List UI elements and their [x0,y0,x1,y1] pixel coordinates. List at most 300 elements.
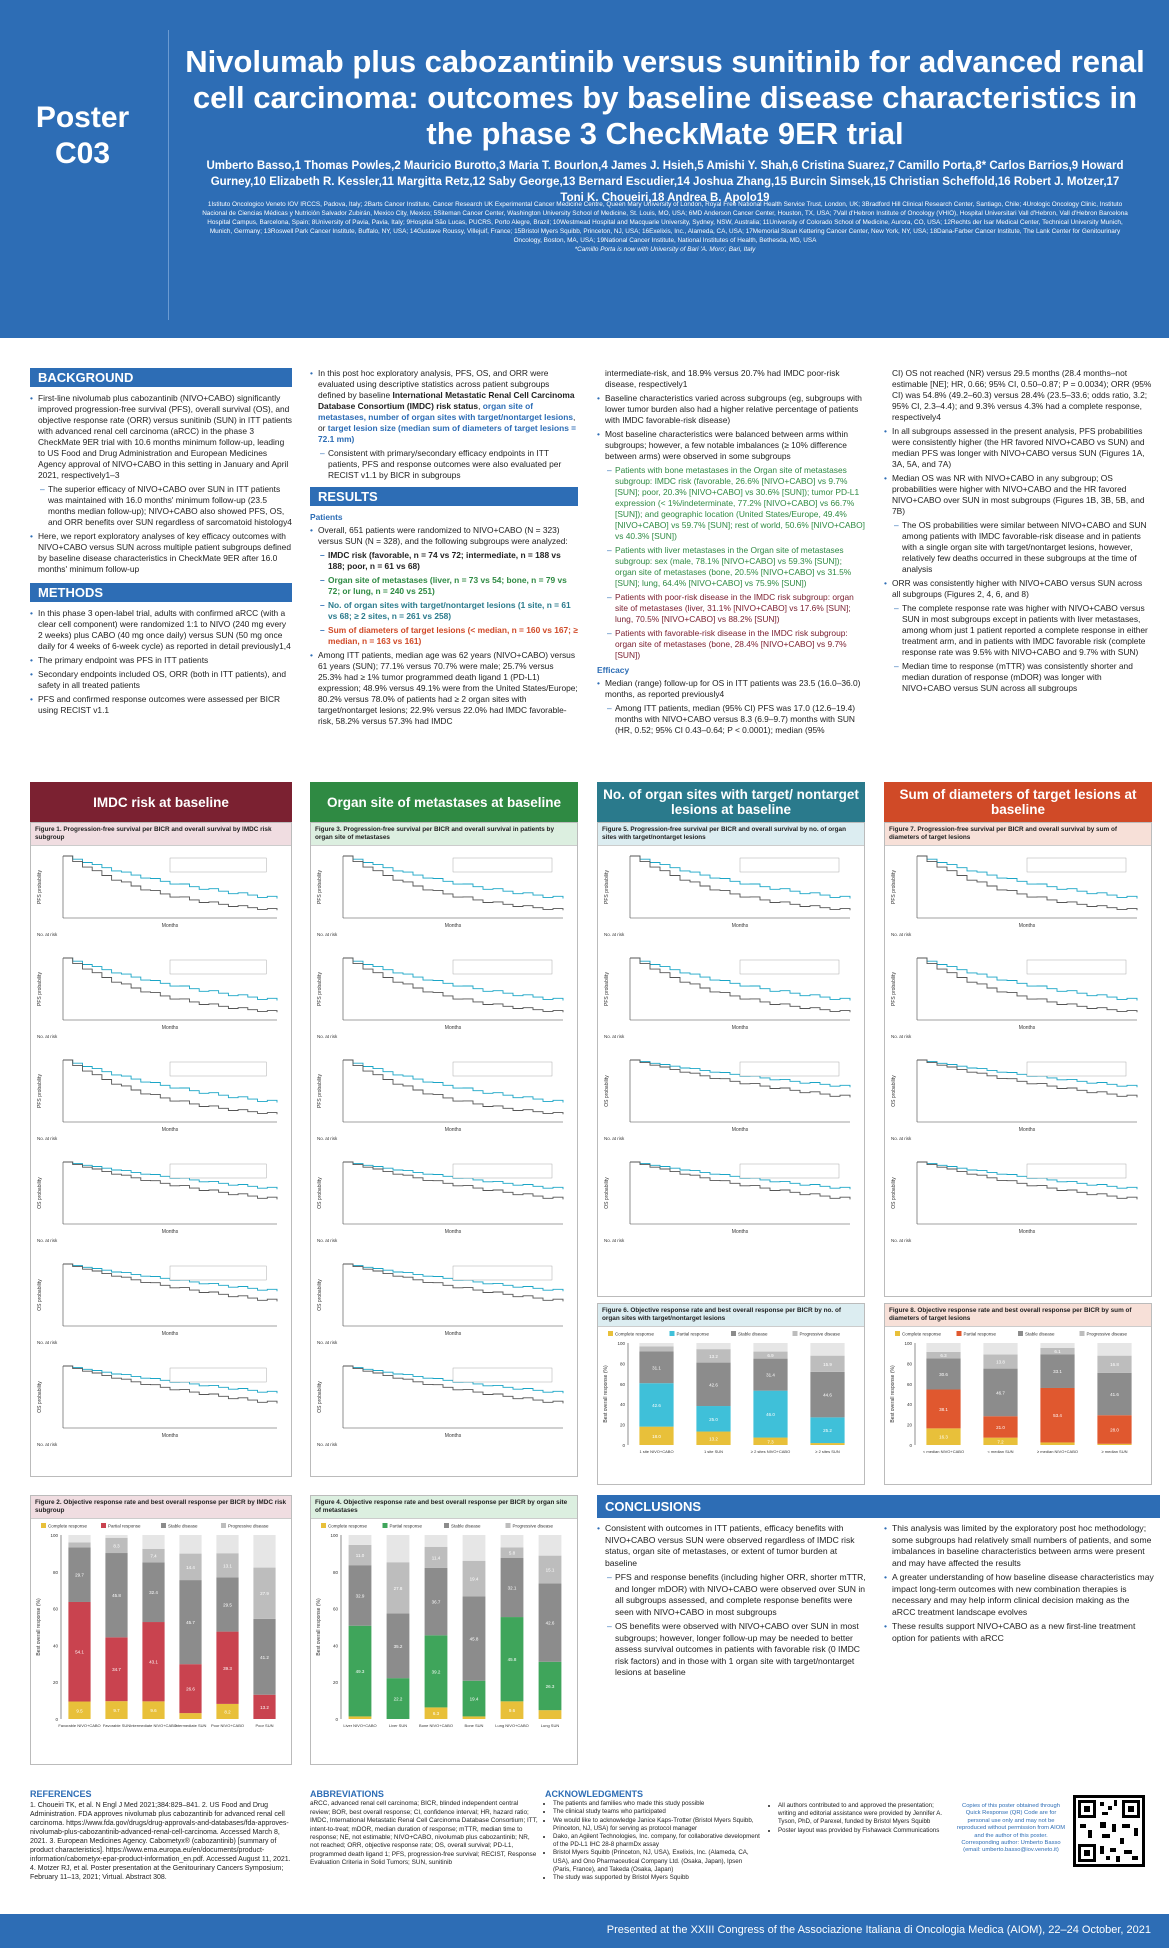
background-item: • Here, we report exploratory analyses of key efficacy outcomes with NIVO+CABO versus SUN across multiple patient subgroups defined by baseline disease characteristics in CheckMate 9ER after 16.0 months' minimum follow-up [30,531,292,575]
background-subitem: – The superior efficacy of NIVO+CABO over SUN in ITT patients was maintained with 16.0 months' minimum follow-up (23.5 months median follow-up); NIVO+CABO also showed PFS, OS, and ORR benefits over SUN regardless of sarcomatoid histology4 [40,484,292,528]
highlight-size: target lesion size (median sum of diameters of target lesions = 72.1 mm) [318,423,577,444]
y-tick-label: 60 [619,1381,625,1387]
bar-value-label: 35.2 [393,1643,403,1649]
y-tick-label: 0 [909,1443,912,1448]
legend-label: Partial response [108,1523,141,1529]
at-risk-label: No. at risk [317,932,338,937]
background-heading: BACKGROUND [30,368,292,387]
conclusions-heading: CONCLUSIONS [597,1495,1160,1518]
y-tick-label: 60 [906,1381,912,1387]
y-tick-label: 20 [906,1422,912,1428]
y-axis-label: PFS probability [317,870,323,904]
qr-code-icon[interactable] [1073,1795,1145,1867]
bar-segment-unable [810,1343,844,1356]
bar-value-label: 41.2 [260,1654,269,1660]
hr-box [453,1368,552,1382]
panel-sites [597,822,865,1297]
bar-value-label: 9.7 [113,1708,120,1714]
at-risk-label: No. at risk [317,1442,338,1447]
poster-id-label [10,100,155,172]
km-stack [885,848,1151,1254]
bar-value-label: 13.8 [996,1359,1005,1365]
y-tick-label: 100 [617,1341,625,1346]
conclusion-item: • Consistent with outcomes in ITT patients, efficacy benefits with NIVO+CABO versus SUN were observed regardless of IMDC risk status, organ site of metastases, or extent of tumor burden at baseline [597,1523,867,1569]
legend-swatch [506,1523,511,1528]
text-fragment: , [478,401,483,411]
km-plot [35,1358,287,1458]
poster-header [0,0,1169,338]
at-risk-label: No. at risk [604,1034,625,1039]
category-label: Bone NIVO+CABO [419,1723,453,1728]
x-axis-label: Months [731,1025,749,1031]
qr-note: Copies of this poster obtained through Quick Response (QR) Code are for personal use only and may not be reproduced without permission from AIOM and the author of this poster. Corresponding author: Umberto Basso (email: umberto.basso@iov.veneto.it) [956,1803,1066,1854]
bar-segment [463,1716,486,1719]
bar-segment-unable [216,1535,238,1553]
y-axis-label: PFS probability [891,972,897,1006]
x-axis-label: Months [444,1229,462,1235]
km-plot [889,950,1147,1050]
y-axis-label: PFS probability [604,870,610,904]
methods-list [30,608,292,716]
column-1 [30,368,292,719]
category-label: Liver NIVO+CABO [343,1723,377,1728]
poster-label-line-2: C03 [54,137,111,170]
ack-item: • Poster layout was provided by Fishawack Communications [778,1827,950,1835]
bar-value-label: 46.0 [766,1412,775,1418]
figure-8-chart [885,1327,1151,1485]
km-stack [311,848,577,1458]
y-tick-label: 100 [904,1341,912,1346]
acknowledgments-continued [770,1802,950,1835]
bar-value-label: 54.1 [75,1649,84,1655]
bar-segment [539,1710,562,1719]
bar-value-label: 42.6 [652,1402,661,1408]
category-label: 1 site SUN [703,1449,724,1454]
panel-header-sites: No. of organ sites with target/ nontarget lesions at baseline [597,782,865,822]
col2-list [310,368,578,481]
author-list: Umberto Basso,1 Thomas Powles,2 Mauricio Burotto,3 Maria T. Bourlon,4 James J. Hsieh,5 Amishi Y. Shah,6 Cristina Suarez,7 Camillo Porta,8* Carlos Barrios,9 Howard Gurney,10 Elizabeth R. Kessler,11 Margitta Retz,12 Saby George,13 Bernard Escudier,14 Joshua Zhang,15 Burcin Simsek,15 Christian Scheffold,16 Robert J. Motzer,17 Toni K. Choueiri,18 Andrea B. Apolo19 [206,160,1124,204]
legend-label: Complete response [328,1523,368,1529]
legend-label: Stable disease [1025,1331,1055,1337]
conclusions-list-left [597,1523,867,1679]
y-axis-label: Best overall response (%) [316,1598,322,1656]
patients-subheading: Patients [310,512,343,522]
y-axis-label: OS probability [317,1279,323,1311]
legend-label: Stable disease [168,1523,198,1529]
bar-value-label: 25.0 [709,1416,718,1422]
acknowledgments-list-2 [770,1802,950,1835]
y-axis-label: PFS probability [604,972,610,1006]
results-continued: intermediate-risk, and 18.9% versus 20.7% had IMDC poor-risk disease, respectively1 [605,368,840,389]
legend-label: Partial response [389,1523,423,1529]
bar-value-label: 32.9 [355,1593,365,1599]
efficacy-subitem: – Among ITT patients, median (95% CI) PFS was 17.0 (12.6–19.4) months with NIVO+CABO versus 8.3 (6.9–9.7) months with SUN (HR, 0.52; 95% CI 0.43–0.64; P < 0.0001); median (95% [607,703,865,736]
hr-box [453,1164,552,1178]
analysis-subitem: – Consistent with primary/secondary efficacy endpoints in ITT patients, PFS and response outcomes were also evaluated per RECIST v1.1 by BICR in subgroups [320,448,578,481]
bar-value-label: 29.7 [75,1572,84,1578]
conclusions-right [884,1523,1154,1647]
y-axis-label: OS probability [604,1075,610,1107]
methods-item: • PFS and confirmed response outcomes were assessed per BICR using RECIST v1.1 [30,694,292,716]
bar-value-label: 33.1 [1053,1369,1062,1375]
legend-label: Stable disease [738,1331,768,1337]
category-label: < median NIVO+CABO [922,1449,965,1454]
bar-segment-unable [387,1535,410,1562]
x-axis-label: Months [1018,1229,1036,1235]
bar-segment-unable [926,1343,960,1352]
bar-segment-unable [463,1535,486,1561]
bar-segment-unable [1040,1343,1074,1348]
legend-swatch [670,1331,675,1336]
y-tick-label: 40 [52,1643,58,1649]
bar-segment-unable [349,1535,372,1545]
bar-value-label: 9.6 [508,1708,516,1714]
efficacy-subitem: – The complete response rate was higher with NIVO+CABO versus SUN in most subgroups except in patients with liver metastases, among whom just 1 patient reported a complete response in either treatment arm, and in patients with IMDC favorable risk (complete response rate was 9.5% with NIVO+CABO and 9.7% with SUN) [894,603,1152,658]
figure-caption: Figure 1. Progression-free survival per BICR and overall survival by IMDC risk subgroup [31,823,291,846]
km-plot [889,1154,1147,1254]
km-plot [602,848,860,948]
km-plot [35,1052,287,1152]
x-axis-label: Months [1018,923,1036,929]
hr-box [170,1266,266,1280]
ack-item: • The clinical study teams who participated [553,1808,760,1816]
km-plot [602,1154,860,1254]
x-axis-label: Months [1018,1025,1036,1031]
x-axis-label: Months [444,1433,462,1439]
bar-value-label: 28.0 [1110,1427,1119,1433]
bar-value-label: 43.1 [149,1659,158,1665]
at-risk-label: No. at risk [317,1136,338,1141]
bar-value-label: 8.3 [113,1543,120,1549]
y-tick-label: 80 [619,1361,625,1367]
bar-value-label: 45.8 [507,1657,517,1663]
bar-value-label: 9.5 [76,1708,83,1714]
category-label: Liver SUN [388,1723,408,1728]
km-plot [315,1256,573,1356]
bar-segment [349,1716,372,1719]
bar-segment-unable [753,1343,787,1352]
bar-value-label: 7.3 [767,1439,774,1445]
bar-value-label: 44.6 [823,1392,832,1398]
km-plot [602,1052,860,1152]
analysis-description [310,368,578,445]
methods-item: • In this phase 3 open-label trial, adults with confirmed aRCC (with a clear cell component) were randomized 1:1 to NIVO (240 mg every 2 weeks) plus CABO (40 mg once daily) versus SUN (50 mg once daily for 4 weeks of 6-week cycle) as reported in detail previously1,4 [30,608,292,652]
subgroup-imdc: – IMDC risk (favorable, n = 74 vs 72; intermediate, n = 188 vs 188; poor, n = 61 vs 68) [320,550,578,572]
x-axis-label: Months [161,1127,179,1133]
bar-segment [810,1443,844,1445]
column-4 [884,368,1152,697]
figure-caption: Figure 3. Progression-free survival per BICR and overall survival in patients by organ site of metastases [311,823,577,846]
bar-value-label: 27.9 [260,1591,269,1597]
abbreviations-heading: ABBREVIATIONS [310,1789,384,1799]
hr-box [170,1368,266,1382]
legend-swatch [444,1523,449,1528]
at-risk-label: No. at risk [37,1442,58,1447]
panel-header-imdc: IMDC risk at baseline [30,782,292,822]
y-tick-label: 0 [335,1717,338,1722]
poster-title: Nivolumab plus cabozantinib versus sunitinib for advanced renal cell carcinoma: outcomes by baseline disease characteristics in the phase 3 CheckMate 9ER trial [185,44,1145,151]
category-label: Poor NIVO+CABO [210,1723,245,1728]
bar-value-label: 7.4 [150,1553,157,1559]
y-axis-label: PFS probability [37,972,43,1006]
at-risk-label: No. at risk [891,1238,912,1243]
bar-value-label: 15.9 [823,1361,832,1367]
y-axis-label: OS probability [37,1177,43,1209]
bar-value-label: 26.6 [186,1686,195,1692]
column-3 [597,368,865,739]
x-axis-label: Months [444,923,462,929]
bar-value-label: 39.3 [223,1665,232,1671]
at-risk-label: No. at risk [37,1238,58,1243]
km-plot [315,1052,573,1152]
y-axis-label: Best overall response (%) [36,1598,42,1656]
km-stack [31,848,291,1458]
km-plot [315,950,573,1050]
bar-segment-unable [639,1343,673,1346]
category-label: Favorable SUN [102,1723,131,1728]
acknowledgments-list [545,1800,760,1882]
figure-4-panel [310,1495,578,1765]
y-tick-label: 80 [332,1569,338,1575]
category-label: ≥ 2 sites SUN [815,1449,840,1454]
bar-segment-unable [983,1343,1017,1355]
y-tick-label: 20 [52,1680,58,1686]
figure-caption: Figure 7. Progression-free survival per BICR and overall survival by sum of diameters of target lesions [885,823,1151,846]
y-axis-label: OS probability [891,1075,897,1107]
results-heading: RESULTS [310,487,578,506]
text-fragment: , or [318,412,576,433]
bar-value-label: 21.0 [996,1424,1005,1430]
bar-value-label: 42.6 [709,1382,718,1388]
bar-segment-unable [253,1535,275,1568]
category-label: Lung SUN [540,1723,560,1728]
efficacy-subitem: – The OS probabilities were similar between NIVO+CABO and SUN among patients with IMDC favorable-risk disease and in patients with a single organ site with target/nontarget lesions, however, relatively few deaths occurred in these subgroups at the time of analysis [894,520,1152,575]
category-label: Lung NIVO+CABO [495,1723,529,1728]
legend-label: Progressive disease [228,1523,269,1529]
hr-box [170,1164,266,1178]
panel-diameter [884,822,1152,1297]
at-risk-label: No. at risk [604,932,625,937]
hr-box [170,1062,266,1076]
category-label: Bone SUN [464,1723,484,1728]
subgroup-diameter: – Sum of diameters of target lesions (< median, n = 160 vs 167; ≥ median, n = 163 vs 161) [320,625,578,647]
bar-segment [1097,1444,1131,1445]
hr-box [453,960,552,974]
km-plot [35,848,287,948]
results-item: • Baseline characteristics varied across subgroups (eg, subgroups with lower tumor burden also had a higher relative percentage of patients with IMDC favorable-risk disease) [597,393,865,426]
km-stack [598,848,864,1254]
conclusions-list-right [884,1523,1154,1644]
category-label: ≥ 2 sites NIVO+CABO [750,1449,791,1454]
bar-value-label: 13.2 [709,1353,718,1359]
x-axis-label: Months [731,923,749,929]
bar-value-label: 6.3 [940,1353,947,1359]
legend-swatch [1080,1331,1085,1336]
y-axis-label: OS probability [317,1381,323,1413]
bar-value-label: 9.6 [150,1708,157,1714]
bar-segment-unable [696,1343,730,1349]
category-label: Intermediate NIVO+CABO [130,1723,177,1728]
km-plot [315,1358,573,1458]
legend-swatch [221,1523,226,1528]
hr-box [1027,1164,1126,1178]
imbalance-liver: – Patients with liver metastases in the Organ site of metastases subgroup: sex (male, 78.1% [NIVO+CABO] vs 59.3% [SUN]); organ site of metastases (bone, 20.5% [NIVO+CABO] vs 31.5% [SUN]; lung, 64.4% [NIVO+CABO] vs 75.9% [SUN]) [607,545,865,589]
x-axis-label: Months [1018,1127,1036,1133]
efficacy-item: • Median (range) follow-up for OS in ITT patients was 23.5 (16.0–36.0) months, as reported previously4 [597,678,865,700]
hr-box [170,960,266,974]
legend-swatch [41,1523,46,1528]
figure-caption: Figure 8. Objective response rate and best overall response per BICR by sum of diameters of target lesions [885,1304,1151,1327]
bar-value-label: 14.4 [186,1564,195,1570]
legend-label: Partial response [963,1331,997,1337]
bar-value-label: 11.0 [355,1553,365,1559]
bar-value-label: 49.3 [355,1669,365,1675]
bar-value-label: 41.6 [1110,1392,1119,1397]
y-tick-label: 60 [52,1606,58,1612]
x-axis-label: Months [444,1127,462,1133]
at-risk-label: No. at risk [317,1238,338,1243]
bar-value-label: 32.4 [149,1590,158,1596]
efficacy-item: • Median OS was NR with NIVO+CABO in any subgroup; OS probabilities were higher with NIVO+CABO and the HR favored NIVO+CABO over SUN in most subgroups (Figures 1B, 3B, 5B, and 7B) [884,473,1152,517]
efficacy-continued: CI) OS not reached (NR) versus 29.5 months (28.4 months–not estimable [NE]; HR, 0.66; 95% CI, 0.50–0.87; P = 0.0034); ORR (95% CI) was 54.8% (49.2–60.3) versus 28.4% (23.5–33.6; odds ratio, 3.2; 95% CI, 2.3–4.4); and 9.3% versus 4.3% had a complete response, respectively4 [892,368,1152,422]
efficacy-item: • In all subgroups assessed in the present analysis, PFS probabilities were consistently higher (the HR favored NIVO+CABO vs SUN) and median PFS was longer with NIVO+CABO versus SUN (Figures 1A, 3A, 5A, and 7A) [884,426,1152,470]
km-plot [35,1256,287,1356]
legend-label: Complete response [615,1331,655,1337]
legend-swatch [1018,1331,1023,1336]
at-risk-label: No. at risk [37,932,58,937]
category-label: Poor SUN [255,1723,274,1728]
references-text: 1. Choueiri TK, et al. N Engl J Med 2021;384:829–841. 2. US Food and Drug Administration. FDA approves nivolumab plus cabozantinib for advanced renal cell carcinoma. https://www.fda.gov/drugs/drug-approvals-and-databases/fda-approves-nivolumab-plus-cabozantinib-advanced-renal-cell-carcinoma. Accessed March 8, 2021. 3. European Medicines Agency. Cabometyx® (cabozantinib) [summary of product characteristics]. https://www.ema.europa.eu/en/documents/product-information/cabometyx-epar-product-information_en.pdf. Accessed August 11, 2021. 4. Motzer RJ, et al. Poster presentation at the Genitourinary Cancers Symposium; February 11–13, 2021; Virtual. Abstract 308. [30,1802,291,1881]
figure-caption: Figure 2. Objective response rate and best overall response per BICR by IMDC risk subgroup [31,1496,291,1519]
panel-header-organ: Organ site of metastases at baseline [310,782,578,822]
legend-label: Partial response [676,1331,710,1337]
conclusions [597,1495,1160,1745]
figure-2-panel [30,1495,292,1765]
col3-list [597,393,865,661]
hr-box [1027,858,1126,872]
figure-8-panel [884,1303,1152,1485]
hr-box [453,1062,552,1076]
category-label: Intermediate SUN [174,1723,207,1728]
bar-segment-unable [501,1535,524,1547]
bar-value-label: 32.1 [507,1585,517,1591]
ack-item: • Dako, an Agilent Technologies, Inc. company, for collaborative development of the PD-L1 IHC 28-8 pharmDx assay [553,1833,760,1849]
bar-value-label: 45.8 [469,1636,479,1642]
figure-6-panel [597,1303,865,1485]
ack-item: • We would like to acknowledge Janice Kaps-Trotter (Bristol Myers Squibb, Princeton, NJ, USA) for serving as protocol manager [553,1817,760,1833]
legend-swatch [101,1523,106,1528]
km-plot [35,1154,287,1254]
bar-value-label: 6.1 [1054,1349,1061,1355]
bar-segment-unable [1097,1343,1131,1356]
legend-swatch [161,1523,166,1528]
bar-value-label: 26.3 [545,1683,555,1689]
ack-item: • The patients and families who made this study possible [553,1800,760,1808]
acknowledgments-heading: ACKNOWLEDGMENTS [545,1789,643,1799]
y-tick-label: 20 [332,1680,338,1686]
panel-imdc [30,822,292,1477]
legend-swatch [608,1331,613,1336]
x-axis-label: Months [444,1331,462,1337]
patients-item: • Overall, 651 patients were randomized to NIVO+CABO (N = 323) versus SUN (N = 328), and the following subgroups were analyzed: [310,525,578,547]
bar-segment-unable [179,1535,201,1554]
hr-box [170,858,266,872]
efficacy-list [597,678,865,736]
legend-label: Progressive disease [1086,1331,1128,1337]
figure-caption: Figure 4. Objective response rate and best overall response per BICR by organ site of metastases [311,1496,577,1519]
bar-value-label: 34.7 [112,1667,121,1673]
km-plot [35,950,287,1050]
y-tick-label: 40 [906,1402,912,1408]
bar-value-label: 39.2 [431,1669,441,1675]
bar-segment [639,1346,673,1351]
references [30,1790,292,1882]
y-axis-label: OS probability [37,1381,43,1413]
bar-value-label: 16.3 [939,1434,948,1440]
hr-box [453,858,552,872]
y-tick-label: 80 [52,1569,58,1575]
category-label: < median SUN [987,1449,1014,1454]
qr-pattern [1076,1798,1142,1864]
bar-value-label: 16.8 [1110,1362,1119,1368]
y-axis-label: PFS probability [37,1074,43,1108]
ack-item: • All authors contributed to and approved the presentation; writing and editorial assistance were provided by Jennifer A. Tyson, PhD, of Parexel, funded by Bristol Myers Squibb [778,1802,950,1827]
background-list [30,393,292,575]
x-axis-label: Months [161,1229,179,1235]
x-axis-label: Months [731,1127,749,1133]
conclusion-item: • This analysis was limited by the exploratory post hoc methodology; some subgroups had relatively small numbers of patients, and some imbalances in baseline characteristics between arms were present and may have affected the results [884,1523,1154,1569]
x-axis-label: Months [161,1025,179,1031]
conclusion-item: • A greater understanding of how baseline disease characteristics may impact long-term outcomes with new combination therapies is necessary and may help inform clinical decision making as the aRCC treatment landscape evolves [884,1572,1154,1618]
ack-item: • The study was supported by Bristol Myers Squibb [553,1874,760,1882]
y-axis-label: OS probability [604,1177,610,1209]
efficacy-subheading: Efficacy [597,665,630,675]
bar-value-label: 19.4 [469,1696,479,1702]
y-axis-label: PFS probability [891,870,897,904]
legend-label: Complete response [902,1331,942,1337]
at-risk-label: No. at risk [37,1340,58,1345]
legend-label: Complete response [48,1523,88,1529]
category-label: Favorable NIVO+CABO [58,1723,101,1728]
results-item: • Most baseline characteristics were balanced between arms within subgroups; however, a few notable imbalances (≥ 10% difference between arms) were observed in some subgroups [597,429,865,462]
y-axis-label: Best overall response (%) [603,1365,609,1423]
ack-item: • Bristol Myers Squibb (Princeton, NJ, USA), Exelixis, Inc. (Alameda, CA, USA), and Ono Pharmaceutical Company Ltd. (Osaka, Japan), Ipsen (Paris, France), and Takeda (Osaka, Japan) [553,1849,760,1874]
at-risk-label: No. at risk [891,1034,912,1039]
km-plot [602,950,860,1050]
bar-segment [1040,1442,1074,1445]
legend-swatch [957,1331,962,1336]
bar-value-label: 38.1 [939,1406,948,1412]
bar-value-label: 25.2 [823,1428,832,1434]
footer: Presented at the XXIII Congress of the Associazione Italiana di Oncologia Medica (AIOM), 22–24 October, 2021 [0,1914,1169,1948]
legend-swatch [731,1331,736,1336]
bar-value-label: 5.8 [508,1550,516,1556]
bar-value-label: 6.9 [767,1353,774,1359]
y-axis-label: PFS probability [317,1074,323,1108]
y-axis-label: OS probability [891,1177,897,1209]
affiliation-note: *Camillo Porta is now with University of Bari 'A. Moro', Bari, Italy [574,246,756,253]
bar-value-label: 13.1 [223,1563,232,1569]
highlight-imdc: International Metastatic Renal Cell Carcinoma Database Consortium (IMDC) risk status [318,390,575,411]
y-tick-label: 0 [55,1717,58,1722]
subgroup-organ: – Organ site of metastases (liver, n = 73 vs 54; bone, n = 79 vs 72; or lung, n = 240 vs 251) [320,575,578,597]
y-axis-label: OS probability [37,1279,43,1311]
bar-value-label: 19.4 [469,1576,479,1582]
y-tick-label: 40 [619,1402,625,1408]
bar-value-label: 13.2 [709,1436,718,1442]
affiliation-text: 1Istituto Oncologico Veneto IOV IRCCS, Padova, Italy; 2Barts Cancer Institute, Cancer Research UK Experimental Cancer Medicine Centre, Queen Mary University of London, Royal Free National Health Service Trust, London, UK; 3Bradford Hill Clinical Research Center, Santiago, Chile; 4Urologic Oncology Clinic, Instituto Nacional de Ciencias Médicas y Nutrición Salvador Zubirán, Mexico City, Mexico; 5Siteman Cancer Center, Washington University School of Medicine, St. Louis, MO, USA; 6MD Anderson Cancer Center, Houston, TX, USA; 7Vall d'Hebron Institute of Oncology (VHIO), Hospital Universitari Vall d'Hebron, Vall d'Hebron Barcelona Hospital Campus, Barcelona, Spain; 8University of Pavia, Pavia, Italy; 9Hospital São Lucas, PUCRS, Porto Alegre, Brazil; 10Westmead Hospital and Macquarie University, Sydney, NSW, Australia; 11University of Colorado School of Medicine, Aurora, CO, USA; 12Rechts der Isar Medical Center, Technical University Munich, Munich, Germany; 13Roswell Park Cancer Institute, Buffalo, NY, USA; 14Gustave Roussy, Villejuif, France; 15Bristol Myers Squibb, Princeton, NJ, USA; 16Exelixis, Inc., Alameda, CA, USA; 17Memorial Sloan Kettering Cancer Center, New York, NY, USA; 18Dana-Farber Cancer Institute, The Lank Center for Genitourinary Oncology, Boston, MA, USA; 19National Cancer Institute, National Institutes of Health, Bethesda, MD, USA [202,201,1128,244]
bar-segment-unable [539,1535,562,1556]
